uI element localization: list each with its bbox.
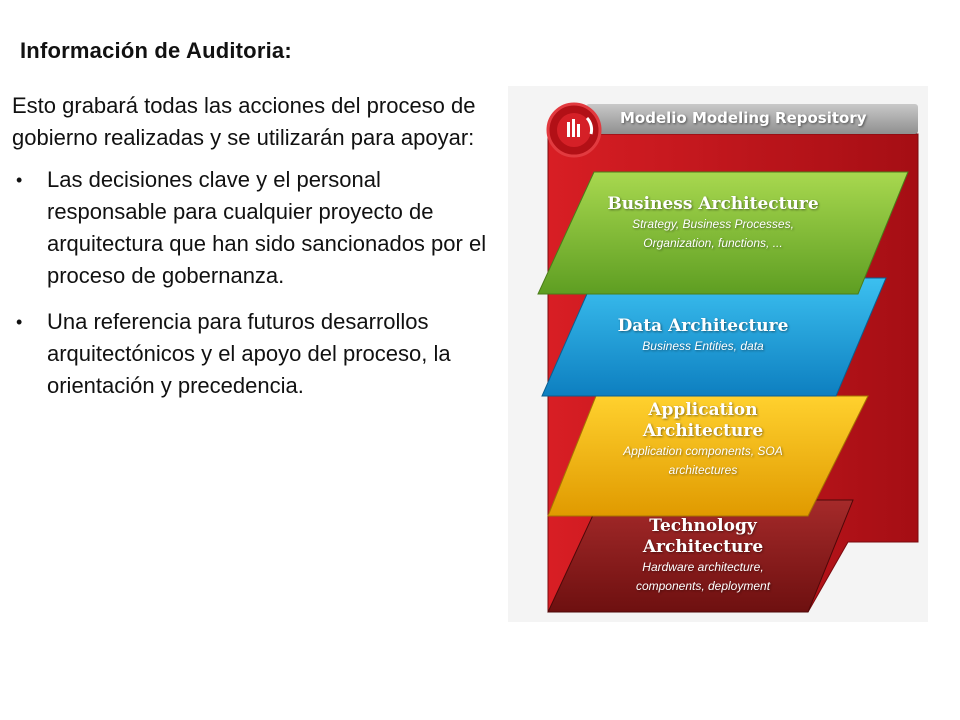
layer-title: Architecture [642, 537, 764, 557]
business-architecture-label [588, 194, 838, 253]
architecture-repository-diagram [508, 82, 928, 622]
layer-subtitle: Organization, functions, ... [643, 236, 783, 250]
layer-title: Application [648, 400, 758, 420]
layer-title: Data Architecture [617, 316, 789, 336]
bullet-icon: • [16, 170, 23, 190]
layer-subtitle: Strategy, Business Processes, [632, 217, 794, 231]
layer-subtitle: Application components, SOA [623, 444, 783, 458]
list-item [12, 306, 497, 402]
bullet-text: Las decisiones clave y el personal responsable para cualquier proyecto de arquitectura que han sido sancionados por el proceso de gobernanza. [47, 167, 487, 288]
layer-subtitle: Business Entities, data [642, 339, 764, 353]
layer-subtitle: architectures [668, 463, 738, 477]
layer-subtitle: Hardware architecture, [642, 560, 764, 574]
slide-body [12, 90, 497, 416]
layer-subtitle: components, deployment [635, 579, 771, 593]
layer-title: Architecture [642, 421, 764, 441]
data-architecture-label [578, 316, 828, 356]
application-architecture-label [578, 400, 828, 480]
repository-title: Modelio Modeling Repository [620, 109, 867, 127]
layer-title: Business Architecture [607, 194, 819, 214]
bullet-icon: • [16, 312, 23, 332]
bullet-text: Una referencia para futuros desarrollos arquitectónicos y el apoyo del proceso, la orientación y precedencia. [47, 309, 451, 398]
intro-paragraph: Esto grabará todas las acciones del proceso de gobierno realizadas y se utilizarán para apoyar: [12, 93, 476, 150]
list-item [12, 164, 497, 292]
technology-architecture-label [578, 516, 828, 596]
layer-title: Technology [649, 516, 757, 536]
slide-title: Información de Auditoria: [20, 38, 292, 63]
bullet-list [12, 164, 497, 402]
bar-chart-badge-icon [548, 104, 600, 156]
